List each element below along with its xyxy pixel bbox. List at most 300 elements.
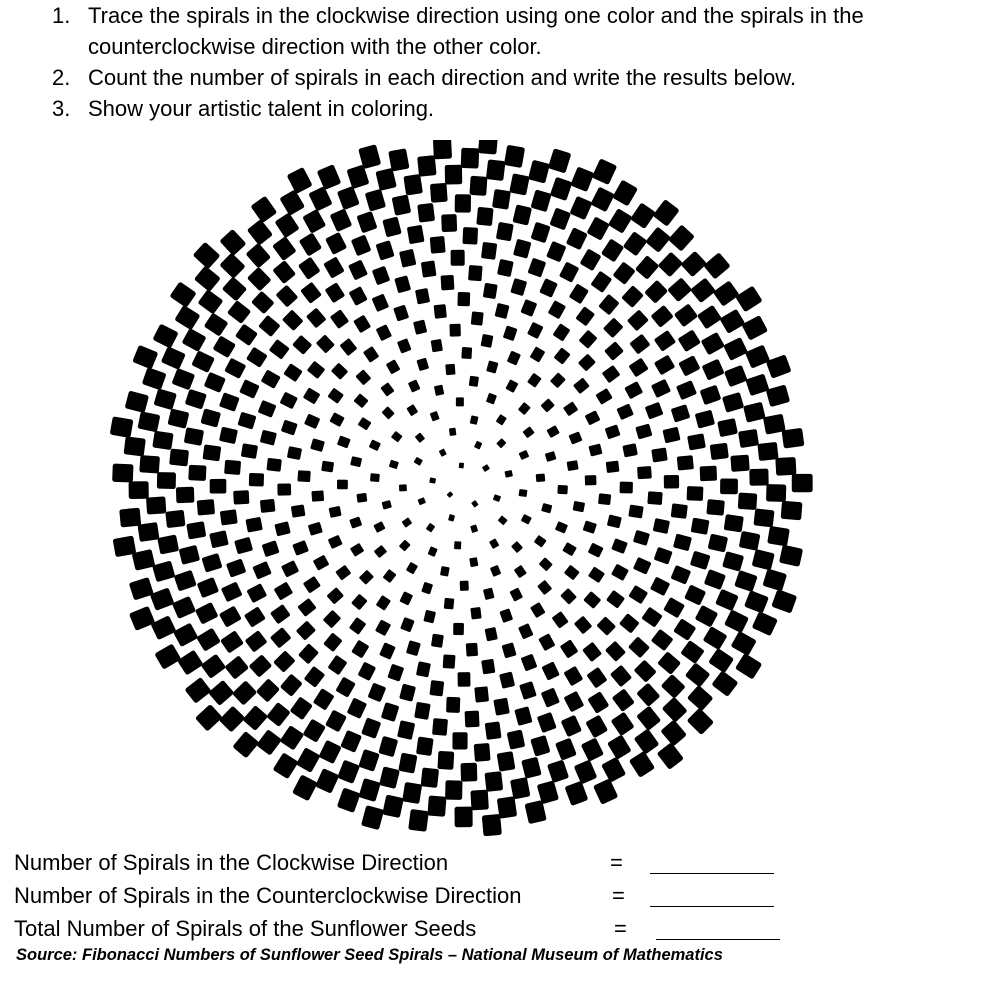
sunflower-seed: [611, 712, 635, 737]
sunflower-seed: [644, 280, 668, 304]
sunflower-seed: [481, 334, 494, 348]
sunflower-seed: [670, 565, 691, 585]
sunflower-seed: [310, 438, 325, 452]
sunflower-seed: [232, 731, 259, 758]
sunflower-seed: [327, 655, 347, 675]
sunflower-seed: [514, 565, 527, 579]
sunflower-seed: [460, 581, 469, 591]
sunflower-seed: [628, 358, 648, 378]
sunflower-seed: [129, 481, 149, 499]
sunflower-seed: [337, 787, 361, 812]
sunflower-seed: [569, 196, 592, 220]
sunflower-seed: [496, 222, 514, 242]
sunflower-seed: [184, 677, 211, 704]
sunflower-seed: [239, 379, 260, 399]
sunflower-seed: [304, 414, 320, 430]
sunflower-seed: [470, 415, 479, 425]
sunflower-seed: [399, 540, 411, 552]
sunflower-seed: [308, 186, 332, 212]
sunflower-seed: [449, 428, 457, 436]
sunflower-seed: [549, 207, 571, 230]
sunflower-seed: [489, 538, 499, 549]
sunflower-seed: [389, 460, 399, 470]
sunflower-seed: [590, 187, 615, 213]
sunflower-seed: [645, 227, 671, 253]
sunflower-seed: [258, 315, 280, 337]
sunflower-seed: [113, 535, 137, 557]
sunflower-seed: [195, 704, 223, 732]
sunflower-seed: [358, 662, 377, 681]
sunflower-seed: [573, 377, 590, 394]
sunflower-seed: [287, 167, 313, 194]
sunflower-seed: [331, 363, 348, 380]
sunflower-seed: [546, 241, 566, 262]
sunflower-seed: [540, 398, 554, 412]
sunflower-seed: [137, 522, 159, 542]
sunflower-seed: [372, 266, 391, 286]
sunflower-seed: [497, 259, 514, 277]
sunflower-seed: [432, 718, 448, 736]
sunflower-seed: [232, 680, 257, 705]
instruction-step-3: [44, 93, 974, 124]
sunflower-seed: [607, 514, 622, 528]
sunflower-seed: [697, 305, 722, 330]
sunflower-seed: [595, 388, 612, 405]
sunflower-seed: [245, 517, 262, 533]
sunflower-seed: [434, 304, 447, 319]
sunflower-seed: [349, 516, 362, 528]
sunflower-seed: [316, 334, 335, 353]
sunflower-seed: [497, 751, 516, 772]
answer-blank-clockwise[interactable]: [650, 873, 774, 874]
sunflower-seed: [176, 487, 195, 503]
sunflower-seed: [194, 266, 221, 293]
sunflower-seed: [528, 258, 547, 278]
sunflower-seed: [376, 595, 391, 611]
sunflower-seed: [482, 814, 502, 836]
sunflower-seed: [555, 521, 568, 534]
sunflower-seed: [563, 666, 583, 687]
sunflower-seed: [775, 457, 796, 476]
sunflower-seed: [152, 431, 173, 451]
sunflower-seed: [752, 611, 778, 636]
sunflower-seed: [654, 355, 675, 376]
sunflower-seed: [326, 587, 344, 604]
sunflower-seed: [719, 309, 745, 334]
sunflower-seed: [204, 313, 229, 337]
sunflower-seed: [380, 382, 394, 397]
sunflower-seed: [379, 766, 400, 789]
sunflower-seed: [481, 659, 495, 675]
sunflower-seed: [545, 451, 557, 462]
sunflower-seed: [407, 225, 425, 244]
sunflower-seed: [671, 503, 688, 519]
sunflower-seed: [470, 790, 489, 811]
sunflower-seed: [731, 631, 757, 656]
sunflower-seed: [249, 654, 273, 678]
sunflower-seed: [708, 534, 729, 553]
sunflower-seed: [690, 278, 716, 304]
sunflower-seed: [247, 219, 273, 246]
sunflower-seed: [605, 424, 621, 439]
sunflower-seed: [717, 418, 738, 437]
sunflower-seed: [173, 623, 198, 648]
sunflower-seed: [612, 180, 638, 207]
sunflower-seed: [358, 749, 380, 772]
sunflower-seed: [573, 501, 586, 513]
sunflower-seed: [735, 653, 762, 680]
sunflower-seed: [399, 591, 413, 605]
sunflower-seed: [465, 711, 480, 728]
sunflower-seed: [634, 659, 657, 682]
sunflower-seed: [402, 517, 413, 527]
sunflower-seed: [303, 387, 321, 404]
sunflower-seed: [587, 691, 609, 714]
sunflower-seed: [219, 253, 245, 279]
sunflower-seed: [530, 735, 550, 757]
sunflower-seed: [445, 780, 462, 800]
sunflower-seed: [272, 260, 296, 284]
sunflower-seed: [298, 643, 319, 664]
sunflower-seed: [474, 441, 482, 450]
sunflower-seed: [318, 740, 341, 764]
sunflower-seed: [273, 752, 299, 779]
sunflower-seed: [547, 759, 569, 783]
sunflower-seed: [119, 508, 141, 528]
sunflower-seed: [690, 551, 711, 570]
sunflower-seed: [708, 648, 734, 673]
sunflower-seed: [209, 530, 229, 548]
sunflower-seed: [738, 493, 758, 510]
sunflower-seed: [676, 380, 697, 400]
sunflower-seed: [297, 598, 316, 617]
sunflower-seed: [376, 240, 395, 260]
sunflower-seed: [226, 558, 246, 577]
sunflower-seed: [252, 561, 271, 579]
sunflower-seed: [313, 688, 335, 711]
sunflower-seed: [629, 334, 650, 355]
sunflower-seed: [325, 282, 346, 303]
sunflower-seed: [382, 794, 404, 818]
sunflower-seed: [485, 721, 502, 740]
sunflower-seed: [520, 299, 537, 317]
sunflower-seed: [382, 500, 392, 510]
sunflower-seed: [246, 347, 268, 368]
sunflower-seed: [182, 328, 207, 352]
sunflower-seed: [687, 433, 706, 450]
sunflower-seed: [266, 458, 281, 472]
sunflower-seed: [392, 194, 412, 215]
sunflower-seed: [490, 565, 501, 577]
sunflower-seed: [198, 289, 224, 314]
sunflower-seed: [446, 697, 460, 713]
sunflower-seed: [647, 491, 662, 505]
sunflower-seed: [510, 777, 531, 799]
sunflower-seed: [514, 706, 532, 726]
sunflower-seed: [512, 204, 532, 225]
sunflower-seed: [406, 562, 418, 575]
sunflower-seed: [445, 165, 463, 185]
sunflower-seed: [603, 317, 624, 338]
sunflower-seed: [474, 743, 491, 762]
sunflower-seed: [363, 346, 379, 363]
sunflower-seed: [330, 309, 349, 329]
sunflower-seed: [687, 708, 714, 735]
sunflower-seed: [272, 236, 297, 261]
sunflower-seed: [613, 261, 636, 285]
sunflower-seed: [483, 283, 498, 299]
answer-label: Number of Spirals in the Counterclockwise Direction: [14, 883, 522, 908]
sunflower-seed: [242, 705, 268, 731]
sunflower-seed: [210, 479, 227, 494]
sunflower-seed: [337, 435, 351, 448]
sunflower-seed: [279, 189, 305, 216]
sunflower-seed: [197, 577, 219, 598]
sunflower-seed: [588, 443, 602, 456]
sunflower-seed: [734, 570, 758, 592]
sunflower-seed: [281, 420, 298, 436]
sunflower-seed: [296, 620, 316, 640]
sunflower-seed: [413, 320, 427, 335]
sunflower-seed: [578, 354, 596, 372]
instruction-step-2: [44, 62, 974, 93]
sunflower-seed: [722, 551, 744, 572]
sunflower-seed: [792, 474, 813, 492]
sunflower-seed: [509, 587, 523, 601]
sunflower-seed: [337, 760, 360, 784]
sunflower-seed: [329, 506, 342, 518]
sunflower-seed: [245, 630, 268, 653]
sunflower-seed: [191, 350, 215, 373]
sunflower-seed: [539, 557, 553, 571]
sunflower-seed: [414, 457, 423, 466]
sunflower-seed: [550, 372, 566, 388]
sunflower-seed: [400, 617, 415, 632]
sunflower-seed: [534, 535, 547, 548]
sunflower-seed: [749, 469, 768, 486]
sunflower-seed: [430, 411, 440, 422]
answer-blank-total[interactable]: [656, 939, 780, 940]
sunflower-seed: [132, 345, 158, 370]
sunflower-seed: [592, 158, 618, 185]
sunflower-seed: [456, 397, 464, 406]
sunflower-seed: [258, 400, 277, 418]
sunflower-seed: [673, 534, 692, 552]
sunflower-seed: [739, 531, 761, 551]
sunflower-seed: [685, 662, 711, 687]
sunflower-seed: [369, 439, 381, 451]
sunflower-seed: [654, 547, 673, 565]
sunflower-seed: [234, 537, 253, 555]
sunflower-seed: [283, 363, 302, 382]
sunflower-seed: [548, 148, 572, 173]
sunflower-seed: [471, 311, 484, 325]
sunflower-seed: [372, 294, 390, 313]
instructions-list: [44, 0, 974, 124]
sunflower-seed: [429, 680, 444, 696]
sunflower-seed: [527, 322, 544, 339]
sunflower-seed: [306, 308, 327, 329]
sunflower-seed: [585, 410, 601, 425]
sunflower-seed: [417, 497, 426, 505]
sunflower-seed: [417, 203, 435, 223]
sunflower-seed: [635, 255, 659, 280]
sunflower-seed: [481, 242, 497, 260]
sunflower-seed: [619, 613, 640, 633]
sunflower-seed: [256, 729, 282, 756]
sunflower-seed: [351, 234, 372, 256]
sunflower-seed: [474, 686, 489, 702]
sunflower-seed: [461, 347, 472, 359]
sunflower-seed: [645, 402, 664, 420]
sunflower-seed: [441, 275, 455, 291]
sunflower-seed: [636, 683, 660, 707]
sunflower-seed: [323, 632, 342, 652]
sunflower-seed: [537, 580, 552, 595]
sunflower-seed: [219, 427, 238, 445]
sunflower-seed: [470, 607, 481, 619]
sunflower-seed: [188, 465, 206, 481]
sunflower-seed: [781, 501, 803, 521]
sunflower-seed: [152, 560, 175, 582]
sunflower-seed: [715, 589, 739, 612]
sunflower-seed: [441, 214, 457, 232]
sunflower-seed: [541, 503, 552, 513]
sunflower-seed: [667, 277, 692, 302]
sunflower-seed: [695, 605, 719, 628]
sunflower-seed: [637, 466, 652, 479]
sunflower-seed: [530, 189, 551, 212]
sunflower-seed: [724, 365, 748, 387]
sunflower-seed: [124, 436, 146, 456]
sunflower-seed: [590, 271, 612, 293]
sunflower-seed: [628, 636, 650, 658]
sunflower-seed: [536, 474, 546, 483]
step-text: Count the number of spirals in each direction and write the results below.: [88, 65, 797, 90]
sunflower-seed: [368, 682, 387, 702]
sunflower-seed: [560, 588, 577, 605]
sunflower-seed: [738, 429, 759, 448]
sunflower-seed: [256, 678, 280, 702]
sunflower-seed: [499, 672, 515, 689]
sunflower-seed: [510, 278, 527, 296]
sunflower-seed: [172, 368, 196, 390]
sunflower-seed: [375, 619, 391, 636]
sunflower-seed: [502, 642, 517, 658]
sunflower-seed: [621, 285, 644, 308]
sunflower-seed: [564, 691, 585, 713]
sunflower-seed: [427, 795, 446, 816]
sunflower-seed: [353, 393, 368, 408]
sunflower-seed: [771, 589, 797, 614]
sunflower-seed: [753, 508, 774, 527]
sunflower-seed: [471, 500, 479, 508]
sunflower-seed: [454, 541, 461, 549]
sunflower-seed: [137, 411, 160, 432]
sunflower-seed: [431, 339, 443, 352]
sunflower-seed: [519, 489, 528, 497]
sunflower-seed: [711, 670, 738, 697]
sunflower-seed: [585, 715, 608, 739]
sunflower-seed: [531, 222, 551, 244]
sunflower-seed: [519, 450, 530, 460]
sunflower-seed: [266, 702, 291, 727]
sunflower-seed: [398, 753, 417, 774]
sunflower-seed: [519, 681, 537, 700]
sunflower-seed: [153, 388, 176, 410]
step-text: Show your artistic talent in coloring.: [88, 96, 435, 121]
sunflower-seed: [325, 709, 347, 732]
sunflower-seed: [662, 697, 688, 723]
sunflower-seed: [179, 545, 201, 565]
sunflower-seed: [235, 324, 258, 347]
sunflower-seed: [606, 590, 625, 609]
answer-blank-counterclockwise[interactable]: [650, 906, 774, 907]
sunflower-seed: [779, 545, 803, 567]
sunflower-seed: [664, 475, 679, 489]
sunflower-seed: [560, 639, 579, 658]
sunflower-seed: [486, 360, 498, 373]
sunflower-seed: [466, 643, 478, 657]
sunflower-seed: [527, 373, 542, 388]
sunflower-seed: [566, 227, 588, 250]
sunflower-seed: [349, 286, 368, 306]
seed-group: [110, 140, 813, 836]
sunflower-seed: [713, 280, 740, 306]
sunflower-seed: [349, 617, 367, 635]
sunflower-seed: [662, 427, 680, 444]
sunflower-seed: [353, 315, 371, 334]
sunflower-seed: [125, 391, 149, 414]
equals-sign: =: [614, 916, 627, 941]
sunflower-seed: [581, 737, 604, 761]
sunflower-seed: [443, 654, 456, 668]
sunflower-seed: [339, 338, 357, 356]
sunflower-seed: [287, 446, 302, 460]
sunflower-seed: [461, 148, 479, 169]
sunflower-seed: [323, 610, 342, 629]
sunflower-seed: [277, 483, 291, 495]
sunflower-seed: [653, 518, 670, 534]
sunflower-seed: [452, 732, 467, 749]
sunflower-seed: [201, 553, 222, 573]
sunflower-seed: [373, 521, 385, 533]
sunflower-seed: [224, 655, 249, 679]
sunflower-seed: [414, 702, 431, 720]
sunflower-seed: [379, 642, 396, 660]
sunflower-seed: [627, 309, 649, 331]
sunflower-seed: [139, 455, 160, 474]
sunflower-seed: [304, 666, 326, 688]
sunflower-seed: [169, 449, 189, 467]
sunflower-seed: [376, 324, 392, 341]
sunflower-seed: [553, 323, 571, 341]
sunflower-seed: [335, 565, 351, 581]
sunflower-seed: [569, 283, 589, 304]
sunflower-seed: [219, 706, 246, 733]
sunflower-seed: [439, 448, 447, 456]
sunflower-seed: [174, 570, 197, 592]
sunflower-seed: [307, 361, 326, 379]
sunflower-seed: [484, 771, 503, 792]
sunflower-seed: [701, 332, 725, 355]
sunflower-seed: [296, 747, 321, 773]
sunflower-seed: [557, 485, 568, 494]
sunflower-seed: [157, 534, 179, 554]
sunflower-seed: [291, 504, 306, 517]
sunflower-seed: [335, 677, 355, 698]
sunflower-seed: [251, 291, 275, 315]
